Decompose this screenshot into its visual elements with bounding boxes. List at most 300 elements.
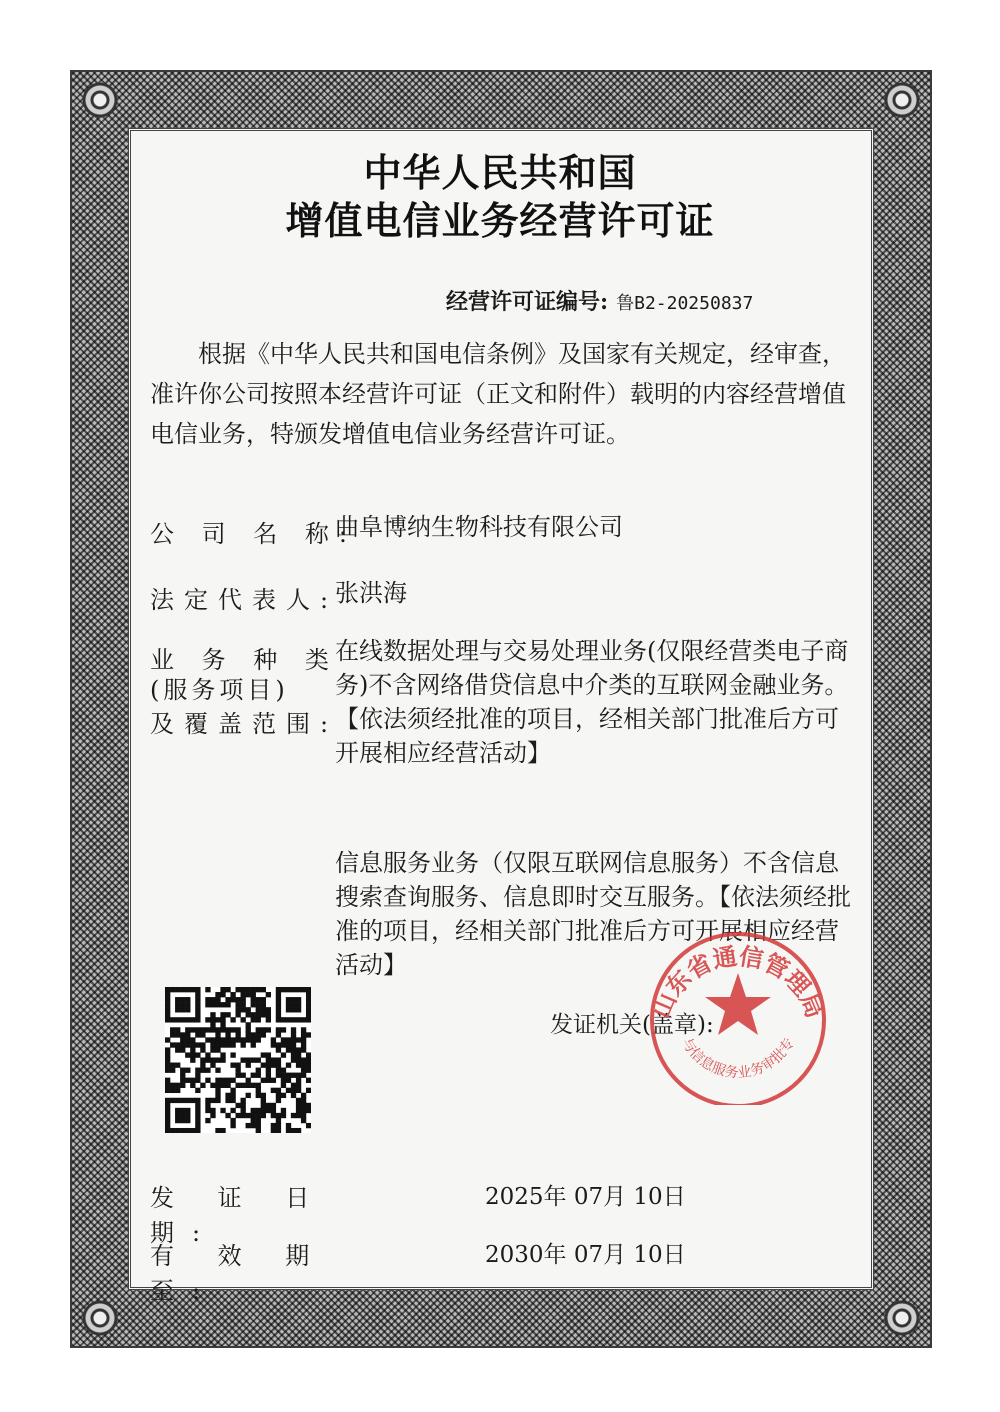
qr-module [225,1027,230,1032]
qr-module [235,1007,240,1012]
qr-module [251,1017,256,1022]
qr-module [235,1037,240,1042]
qr-module [175,1088,180,1093]
qr-module [195,1078,200,1083]
qr-module [286,1037,291,1042]
qr-module [301,1093,306,1098]
qr-module [200,1068,205,1073]
qr-module [225,987,230,992]
qr-module [291,1007,296,1012]
qr-module [286,1123,291,1128]
qr-module [266,1063,271,1068]
qr-module [175,1108,180,1113]
official-seal-stamp [638,925,838,1105]
qr-module [185,1007,190,1012]
qr-module [271,1078,276,1083]
qr-module [190,1017,195,1022]
qr-module [246,1093,251,1098]
qr-module [276,1068,281,1073]
qr-module [291,997,296,1002]
qr-module [175,1118,180,1123]
qr-module [215,997,220,1002]
qr-module [306,1123,311,1128]
qr-module [185,1098,190,1103]
qr-module [220,1057,225,1062]
qr-module [286,987,291,992]
qr-module [281,1027,286,1032]
qr-module [291,1037,296,1042]
qr-module [180,1017,185,1022]
qr-module [190,1037,195,1042]
qr-module [306,1103,311,1108]
qr-module [306,1002,311,1007]
qr-module [276,1042,281,1047]
qr-module [276,1012,281,1017]
qr-module [276,1073,281,1078]
qr-module [276,1063,281,1068]
qr-module [266,1073,271,1078]
qr-module [165,1063,170,1068]
qr-module [225,1002,230,1007]
qr-module [235,1113,240,1118]
qr-module [246,1057,251,1062]
qr-module [271,1113,276,1118]
qr-module [301,1103,306,1108]
qr-module [291,1113,296,1118]
qr-module [225,1032,230,1037]
qr-module [170,987,175,992]
qr-module [291,1073,296,1078]
qr-module [235,1002,240,1007]
qr-module [210,1017,215,1022]
qr-module [291,1042,296,1047]
qr-module [291,1083,296,1088]
qr-module [251,1002,256,1007]
qr-module [246,1083,251,1088]
qr-module [301,1063,306,1068]
qr-module [296,1098,301,1103]
qr-module [281,1083,286,1088]
qr-module [180,1108,185,1113]
qr-module [170,1063,175,1068]
qr-module [190,1057,195,1062]
qr-module [220,1017,225,1022]
qr-module [266,1012,271,1017]
qr-module [165,1078,170,1083]
qr-module [266,1057,271,1062]
qr-module [215,1047,220,1052]
qr-module [220,1052,225,1057]
qr-module [296,1113,301,1118]
qr-module [261,1113,266,1118]
qr-module [185,1118,190,1123]
qr-module [261,1078,266,1083]
qr-module [220,1078,225,1083]
qr-module [306,1063,311,1068]
qr-module [230,1037,235,1042]
qr-module [306,1007,311,1012]
qr-module [296,987,301,992]
qr-module [190,1042,195,1047]
qr-module [190,987,195,992]
qr-module [215,1037,220,1042]
qr-module [256,1037,261,1042]
business-scope-label-line3: 及覆盖范围: [150,710,339,738]
qr-module [230,992,235,997]
qr-module [200,1047,205,1052]
qr-module [241,1103,246,1108]
qr-module [296,1063,301,1068]
qr-module [225,1042,230,1047]
qr-module [180,1002,185,1007]
seal-bottom-text: 与信息服务业务审批专 [678,1035,798,1082]
seal-top-text: 山东省通信管理局 [645,941,831,1023]
qr-module [190,1128,195,1133]
qr-module [261,1063,266,1068]
qr-module [215,1078,220,1083]
qr-module [190,1078,195,1083]
qr-module [306,1088,311,1093]
qr-module [301,1057,306,1062]
qr-module [205,1017,210,1022]
qr-module [195,1088,200,1093]
qr-module [190,1047,195,1052]
qr-module [230,1123,235,1128]
qr-module [246,1063,251,1068]
qr-module [256,1007,261,1012]
qr-module [220,1042,225,1047]
qr-module [271,1103,276,1108]
qr-module [261,1002,266,1007]
qr-module [256,1108,261,1113]
qr-module [241,1083,246,1088]
qr-module [205,1118,210,1123]
qr-module [256,997,261,1002]
qr-module [195,1073,200,1078]
qr-module [246,1113,251,1118]
qr-module [306,1057,311,1062]
qr-module [261,1093,266,1098]
qr-module [286,1047,291,1052]
certificate-title-line1: 中华人民共和国 [363,150,637,195]
qr-module [185,1042,190,1047]
qr-module [170,1083,175,1088]
border-corner-ornament [874,72,930,128]
qr-module [276,1017,281,1022]
qr-module [210,1037,215,1042]
qr-module [276,1057,281,1062]
qr-module [246,1012,251,1017]
qr-module [210,1042,215,1047]
qr-module [165,1123,170,1128]
qr-module [235,1068,240,1073]
qr-module [195,1007,200,1012]
qr-module [261,987,266,992]
qr-module [185,1078,190,1083]
qr-module [241,1042,246,1047]
qr-module [301,1098,306,1103]
qr-module [246,1078,251,1083]
qr-module [195,1052,200,1057]
qr-module [205,1078,210,1083]
qr-module [276,1088,281,1093]
qr-module [296,1083,301,1088]
qr-module [165,1068,170,1073]
qr-module [286,1128,291,1133]
qr-module [271,1063,276,1068]
qr-module [195,1042,200,1047]
qr-module [230,1063,235,1068]
qr-module [230,997,235,1002]
qr-module [235,1063,240,1068]
qr-module [296,1007,301,1012]
qr-module [230,1088,235,1093]
qr-module [301,1047,306,1052]
qr-module [230,1108,235,1113]
qr-module [165,997,170,1002]
qr-module [251,1113,256,1118]
qr-module [306,1032,311,1037]
qr-module [175,1042,180,1047]
qr-module [200,1027,205,1032]
qr-module [291,1027,296,1032]
qr-module [195,1027,200,1032]
qr-module [175,1007,180,1012]
qr-module [185,1017,190,1022]
qr-module [306,997,311,1002]
qr-module [266,1017,271,1022]
qr-module [165,1083,170,1088]
valid-until-label: 有 效 期 至: [150,1242,328,1305]
qr-module [195,1098,200,1103]
qr-module [165,1057,170,1062]
qr-module [180,1078,185,1083]
qr-module [276,1123,281,1128]
qr-module [220,1083,225,1088]
qr-module [251,1012,256,1017]
qr-module [251,987,256,992]
qr-module [225,1093,230,1098]
qr-module [190,1098,195,1103]
qr-module [266,1108,271,1113]
qr-module [301,1032,306,1037]
qr-module [286,1007,291,1012]
certificate-title-line2: 增值电信业务经营许可证 [285,198,715,243]
qr-module [306,1017,311,1022]
qr-module [296,1088,301,1093]
qr-module [175,1032,180,1037]
qr-module [175,1083,180,1088]
qr-module [296,1037,301,1042]
qr-module [241,1108,246,1113]
qr-module [235,997,240,1002]
qr-module [170,1128,175,1133]
qr-module [296,1057,301,1062]
qr-module [195,1113,200,1118]
qr-module [301,1073,306,1078]
qr-module [256,987,261,992]
qr-module [291,1057,296,1062]
qr-module [225,1037,230,1042]
qr-module [241,1073,246,1078]
qr-module [246,1032,251,1037]
qr-module [170,1032,175,1037]
qr-module [195,1017,200,1022]
qr-module [180,1007,185,1012]
qr-module [291,1002,296,1007]
qr-module [220,1128,225,1133]
qr-module [170,1088,175,1093]
qr-module [235,1073,240,1078]
qr-module [165,987,170,992]
qr-module [281,1078,286,1083]
license-number-row [446,285,753,316]
qr-module [296,1047,301,1052]
qr-module [210,1063,215,1068]
qr-module [241,1017,246,1022]
qr-module [286,1063,291,1068]
qr-module [190,1027,195,1032]
qr-module [276,1027,281,1032]
qr-module [261,1032,266,1037]
qr-module [180,1047,185,1052]
qr-module [276,1007,281,1012]
qr-module [170,1098,175,1103]
qr-module [281,1073,286,1078]
qr-module [165,1037,170,1042]
qr-module [165,1118,170,1123]
qr-module [220,1108,225,1113]
qr-module [190,1052,195,1057]
qr-module [271,1123,276,1128]
qr-module [256,1032,261,1037]
intro-paragraph: 根据《中华人民共和国电信条例》及国家有关规定，经审查，准许你公司按照本经营许可证（正文和附件）载明的内容经营增值电信业务，特颁发增值电信业务经营许可证。 [150,340,846,448]
qr-module [296,1073,301,1078]
qr-module [291,1047,296,1052]
qr-module [256,1118,261,1123]
qr-module [241,1002,246,1007]
qr-module [170,1042,175,1047]
qr-module [230,1093,235,1098]
qr-module [165,1007,170,1012]
qr-module [276,1113,281,1118]
business-scope-label-line1: 业 务 种 类 [150,646,339,674]
qr-module [276,1098,281,1103]
qr-module [286,1073,291,1078]
qr-module [175,1113,180,1118]
qr-module [296,1108,301,1113]
qr-module [170,1027,175,1032]
qr-module [266,992,271,997]
qr-module [301,1118,306,1123]
qr-module [291,1128,296,1133]
qr-module [256,1068,261,1073]
qr-module [266,1052,271,1057]
qr-module [291,1088,296,1093]
license-number-value: 鲁B2-20250837 [616,293,754,314]
qr-module [281,1108,286,1113]
qr-module [256,1123,261,1128]
qr-module [165,1017,170,1022]
qr-module [230,1042,235,1047]
qr-module [180,1037,185,1042]
qr-module [246,992,251,997]
qr-module [276,1118,281,1123]
qr-module [165,1098,170,1103]
qr-module [306,1108,311,1113]
issue-date-label: 发 证 日 期: [150,1184,328,1247]
qr-module [195,1123,200,1128]
qr-module [210,1108,215,1113]
qr-module [281,1052,286,1057]
qr-module [185,1108,190,1113]
qr-module [205,997,210,1002]
qr-module [220,1002,225,1007]
qr-module [175,1063,180,1068]
qr-module [215,1128,220,1133]
qr-module [256,1002,261,1007]
valid-until-row [150,1236,686,1306]
qr-module [266,1078,271,1083]
qr-module [205,987,210,992]
qr-module [170,1068,175,1073]
qr-module [230,1052,235,1057]
qr-module [251,992,256,997]
qr-module [261,1052,266,1057]
qr-module [271,1042,276,1047]
qr-module [165,1002,170,1007]
qr-module [256,1113,261,1118]
qr-module [165,1012,170,1017]
qr-module [175,997,180,1002]
qr-module [215,1042,220,1047]
qr-module [210,1027,215,1032]
qr-module [271,1088,276,1093]
qr-module [210,1083,215,1088]
qr-module [271,1057,276,1062]
qr-module [200,1057,205,1062]
qr-module [256,1088,261,1093]
qr-module [185,1128,190,1133]
qr-module [215,1002,220,1007]
company-name-value: 曲阜博纳生物科技有限公司 [335,513,623,541]
qr-module [296,997,301,1002]
qr-module [235,1032,240,1037]
qr-module [195,992,200,997]
qr-module [175,1128,180,1133]
qr-module [195,1002,200,1007]
qr-module [195,1032,200,1037]
qr-module [200,1032,205,1037]
qr-module [215,1098,220,1103]
qr-module [235,987,240,992]
qr-module [230,1027,235,1032]
qr-module [261,1027,266,1032]
qr-module [185,1113,190,1118]
qr-module [256,1057,261,1062]
qr-module [215,1083,220,1088]
qr-module [246,1123,251,1128]
qr-module [225,997,230,1002]
qr-module [276,1093,281,1098]
qr-module [210,1012,215,1017]
qr-module [180,1032,185,1037]
qr-module [185,1032,190,1037]
qr-module [256,1073,261,1078]
qr-module [180,1068,185,1073]
qr-module [220,1022,225,1027]
qr-module [256,1017,261,1022]
